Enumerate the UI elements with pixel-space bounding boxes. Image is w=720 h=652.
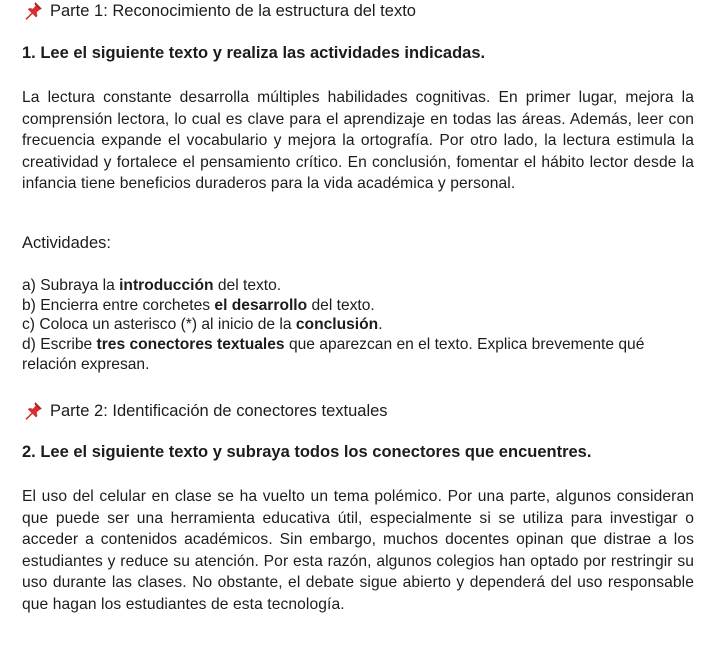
part2-instruction: 2. Lee el siguiente texto y subraya todos los conectores que encuentres.: [22, 443, 592, 461]
pushpin-icon: [22, 0, 44, 22]
part2-heading: [22, 400, 388, 422]
part1-instruction: 1. Lee el siguiente texto y realiza las actividades indicadas.: [22, 44, 486, 62]
part1-heading-text: Parte 1: Reconocimiento de la estructura del texto: [50, 1, 416, 20]
activities-label: Actividades:: [22, 234, 111, 252]
pushpin-icon: [22, 400, 44, 422]
part2-heading-text: Parte 2: Identificación de conectores textuales: [50, 401, 388, 420]
activity-item: a) Subraya la introducción del texto.: [22, 277, 282, 294]
part1-paragraph: La lectura constante desarrolla múltiples habilidades cognitivas. En primer lugar, mejora la comprensión lectora, lo cual es clave para el aprendizaje en todas las áreas. Además, leer con frecuencia expande el vocabulario y mejora la ortografía. Por otro lado, la lectura estimula la creatividad y fortalece el pensamiento crítico. En conclusión, fomentar el hábito lector desde la infancia tiene beneficios duraderos para la vida académica y personal.: [22, 89, 694, 192]
activity-item: c) Coloca un asterisco (*) al inicio de la conclusión.: [22, 316, 383, 334]
activities-list: [22, 276, 694, 375]
part1-heading: [22, 0, 416, 22]
activity-item: b) Encierra entre corchetes el desarrollo del texto.: [22, 296, 375, 314]
part2-paragraph: El uso del celular en clase se ha vuelto un tema polémico. Por una parte, algunos consideran que puede ser una herramienta educativa útil, especialmente si se utiliza para investigar o acceder a contenidos académicos. Sin embargo, muchos docentes opinan que distrae a los estudiantes y reduce su atención. Por esta razón, algunos colegios han optado por restringir su uso durante las clases. No obstante, el debate sigue abierto y dependerá del uso responsable que hagan los estudiantes de esta tecnología.: [22, 488, 694, 613]
activity-item: d) Escribe tres conectores textuales que aparezcan en el texto. Explica brevemente qué relación expresan.: [22, 336, 645, 373]
